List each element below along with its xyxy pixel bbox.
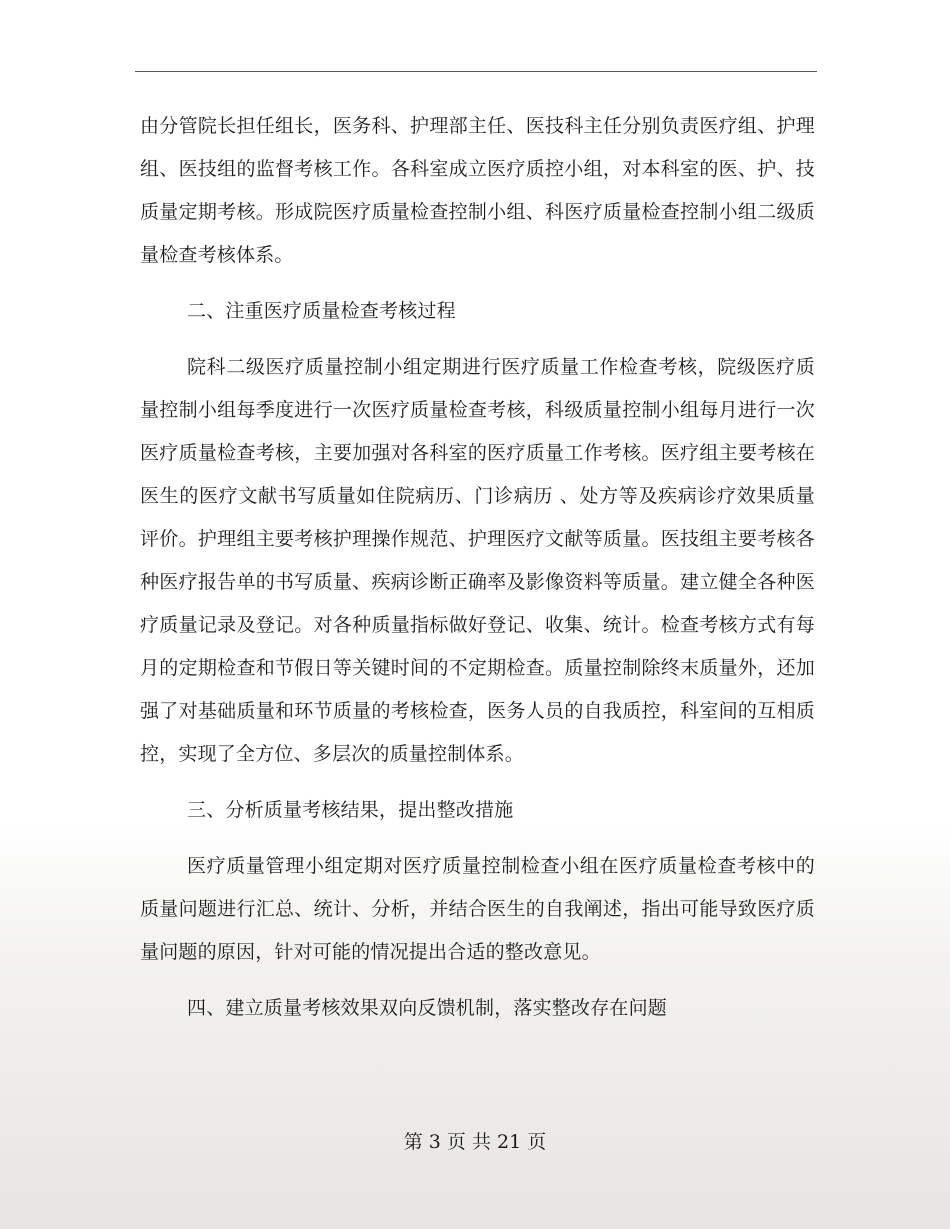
section-heading-2: 二、注重医疗质量检查考核过程 [187, 300, 456, 322]
paragraph-inspection-process: 院科二级医疗质量控制小组定期进行医疗质量工作检查考核，院级医疗质量控制小组每季度进行一次医疗质量检查考核，科级质量控制小组每月进行一次医疗质量检查考核，主要加强对各科室的医疗质量工作考核。医疗组主要考核在医生的医疗文献书写质量如住院病历、门诊病历 、处方等及疾病诊疗效果质量评价。护理组主要考核护理操作规范、护理医疗文献等质量。医技组主要考核各种医疗报告单的书写质量、疾病诊断正确率及影像资料等质量。建立健全各种医疗质量记录及登记。对各种质量指标做好登记、收集、统计。检查考核方式有每月的定期检查和节假日等关键时间的不定期检查。质量控制除终末质量外，还加强了对基础质量和环节质量的考核检查，医务人员的自我质控，科室间的互相质控，实现了全方位、多层次的质量控制体系。 [140, 356, 815, 765]
section-heading-3: 三、分析质量考核结果，提出整改措施 [187, 799, 514, 821]
paragraph-analysis: 医疗质量管理小组定期对医疗质量控制检查小组在医疗质量检查考核中的质量问题进行汇总、统计、分析，并结合医生的自我阐述，指出可能导致医疗质量问题的原因，针对可能的情况提出合适的整改意见。 [140, 855, 815, 963]
document-body [140, 105, 815, 1030]
header-rule [135, 71, 817, 72]
section-heading-4: 四、建立质量考核效果双向反馈机制，落实整改存在问题 [187, 997, 668, 1019]
page-number: 第 3 页 共 21 页 [403, 1131, 547, 1153]
paragraph-continuation: 由分管院长担任组长，医务科、护理部主任、医技科主任分别负责医疗组、护理组、医技组的监督考核工作。各科室成立医疗质控小组，对本科室的医、护、技质量定期考核。形成院医疗质量检查控制小组、科医疗质量检查控制小组二级质量检查考核体系。 [140, 115, 815, 266]
